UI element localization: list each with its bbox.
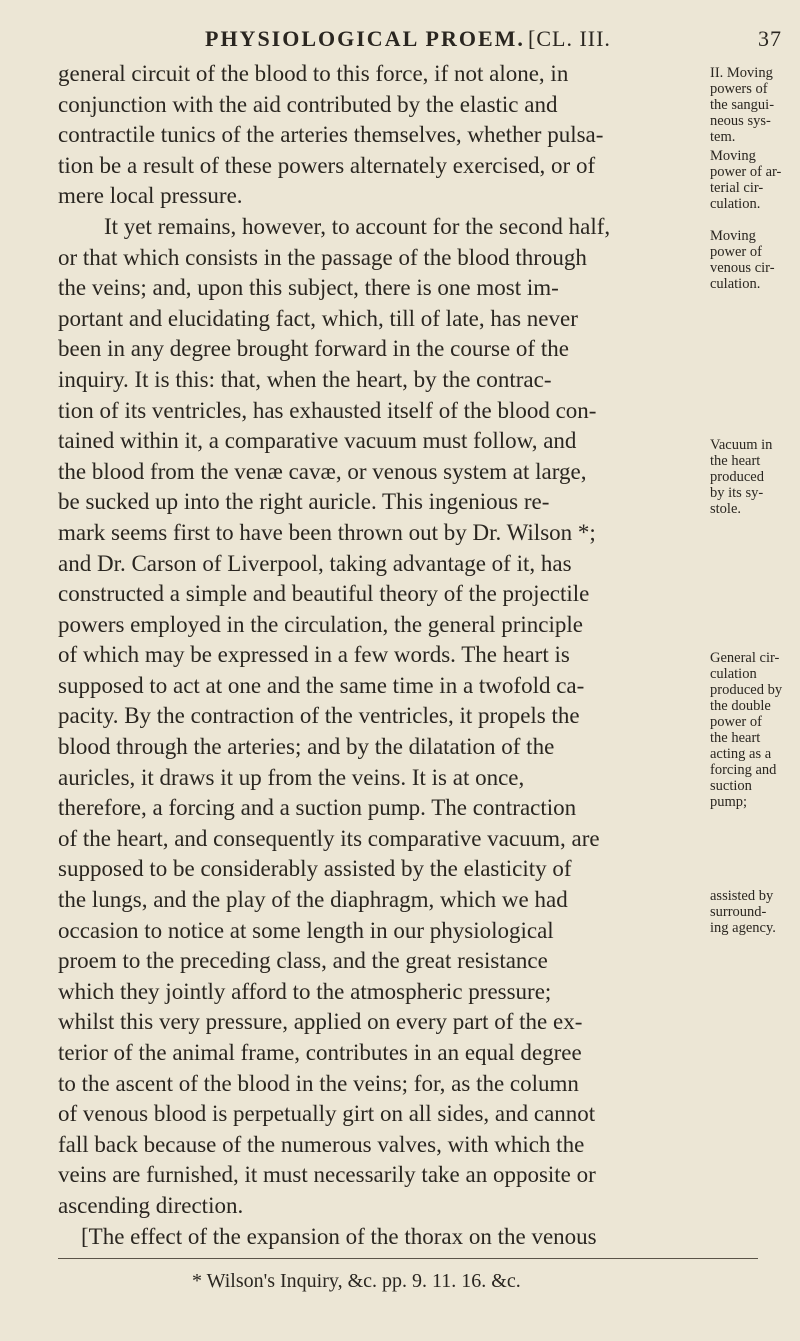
- margin-note-line: Moving: [710, 228, 756, 244]
- page-number: 37: [758, 26, 782, 51]
- text-line: the lungs, and the play of the diaphragm, which we had: [58, 887, 568, 913]
- margin-note-line: Vacuum in: [710, 437, 773, 453]
- body-text: [58, 59, 698, 1252]
- text-line: to the ascent of the blood in the veins; for, as the column: [58, 1070, 579, 1096]
- text-line: of venous blood is perpetually girt on all sides, and cannot: [58, 1101, 596, 1127]
- margin-note-vacuum: [710, 437, 800, 517]
- text-line: mark seems first to have been thrown out by Dr. Wilson *;: [58, 519, 596, 545]
- footnote-divider: [58, 1258, 758, 1259]
- margin-note-line: culation.: [710, 196, 761, 212]
- text-line: supposed to be considerably assisted by the elasticity of: [58, 856, 572, 882]
- margin-note-line: neous sys-: [710, 113, 771, 129]
- text-line: of which may be expressed in a few words. The heart is: [58, 642, 570, 668]
- margin-note-line: the heart: [710, 453, 761, 469]
- text-line: ascending direction.: [58, 1192, 244, 1218]
- margin-note-line: the sangui-: [710, 97, 775, 113]
- text-line: terior of the animal frame, contributes in an equal degree: [58, 1040, 582, 1065]
- margin-note-assisted: [710, 888, 800, 936]
- text-line: auricles, it draws it up from the veins. It is at once,: [58, 764, 525, 790]
- margin-note-moving-powers: [710, 65, 800, 145]
- margin-note-line: culation: [710, 666, 757, 682]
- margin-note-line: the heart: [710, 730, 761, 746]
- text-line: whilst this very pressure, applied on every part of the ex-: [58, 1009, 583, 1035]
- text-line: occasion to notice at some length in our physiological: [58, 917, 554, 943]
- text-line: [The effect of the expansion of the thorax on the venous: [81, 1223, 597, 1249]
- margin-note-line: General cir-: [710, 650, 780, 666]
- text-line: general circuit of the blood to this force, if not alone, in: [58, 61, 569, 86]
- margin-note-line: culation.: [710, 276, 761, 292]
- text-line: constructed a simple and beautiful theory of the projectile: [58, 581, 590, 607]
- margin-note-line: tem.: [710, 129, 736, 145]
- text-line: be sucked up into the right auricle. This ingenious re-: [58, 489, 550, 515]
- text-line: conjunction with the aid contributed by the elastic and: [58, 91, 558, 117]
- margin-note-line: terial cir-: [710, 180, 764, 196]
- margin-note-line: pump;: [710, 794, 748, 810]
- margin-note-line: power of: [710, 244, 762, 260]
- margin-note-line: suction: [710, 778, 752, 794]
- margin-note-line: acting as a: [710, 746, 772, 762]
- text-line: It yet remains, however, to account for the second half,: [104, 213, 611, 239]
- text-line: veins are furnished, it must necessarily take an opposite or: [58, 1162, 596, 1188]
- margin-note-line: stole.: [710, 501, 742, 517]
- text-line: proem to the preceding class, and the great resistance: [58, 948, 548, 974]
- margin-note-line: forcing and: [710, 762, 777, 778]
- text-line: contractile tunics of the arteries themselves, whether pulsa-: [58, 122, 604, 148]
- text-line: tion of its ventricles, has exhausted itself of the blood con-: [58, 397, 597, 423]
- text-line: of the heart, and consequently its comparative vacuum, are: [58, 825, 600, 851]
- running-header: [0, 14, 800, 54]
- text-line: powers employed in the circulation, the general principle: [58, 611, 583, 637]
- text-line: tained within it, a comparative vacuum must follow, and: [58, 428, 577, 454]
- text-line: inquiry. It is this: that, when the heart, by the contrac-: [58, 366, 552, 392]
- text-line: therefore, a forcing and a suction pump. The contraction: [58, 795, 577, 821]
- margin-note-line: II. Moving: [710, 65, 773, 81]
- margin-note-arterial: [710, 148, 800, 212]
- margin-note-general-circulation: [710, 650, 800, 810]
- margin-note-line: produced: [710, 469, 764, 485]
- margin-note-line: by its sy-: [710, 485, 764, 501]
- running-title: PHYSIOLOGICAL PROEM.: [205, 26, 525, 51]
- footnote: * Wilson's Inquiry, &c. pp. 9. 11. 16. &c.: [192, 1270, 521, 1292]
- text-line: tion be a result of these powers alternately exercised, or of: [58, 152, 596, 178]
- margin-note-line: the double: [710, 698, 771, 714]
- text-line: the blood from the venæ cavæ, or venous system at large,: [58, 458, 587, 484]
- text-line: fall back because of the numerous valves, with which the: [58, 1131, 585, 1157]
- text-line: which they jointly afford to the atmospheric pressure;: [58, 978, 552, 1004]
- text-line: or that which consists in the passage of the blood through: [58, 244, 587, 270]
- text-line: pacity. By the contraction of the ventricles, it propels the: [58, 703, 580, 729]
- margin-note-line: venous cir-: [710, 260, 775, 276]
- text-line: portant and elucidating fact, which, till of late, has never: [58, 305, 578, 331]
- margin-note-line: Moving: [710, 148, 756, 164]
- margin-note-line: power of: [710, 714, 762, 730]
- text-line: mere local pressure.: [58, 183, 243, 209]
- text-line: been in any degree brought forward in the course of the: [58, 336, 569, 362]
- text-line: supposed to act at one and the same time in a twofold ca-: [58, 672, 585, 698]
- margin-note-line: powers of: [710, 81, 768, 97]
- text-line: and Dr. Carson of Liverpool, taking advantage of it, has: [58, 550, 572, 576]
- margin-note-line: assisted by: [710, 888, 774, 904]
- margin-note-line: surround-: [710, 904, 767, 920]
- chapter-reference: [CL. III.: [528, 26, 611, 51]
- text-line: blood through the arteries; and by the dilatation of the: [58, 734, 555, 760]
- margin-note-line: power of ar-: [710, 164, 782, 180]
- margin-note-line: produced by: [710, 682, 783, 698]
- text-line: the veins; and, upon this subject, there is one most im-: [58, 275, 559, 301]
- margin-note-venous: [710, 228, 800, 292]
- margin-note-line: ing agency.: [710, 920, 776, 936]
